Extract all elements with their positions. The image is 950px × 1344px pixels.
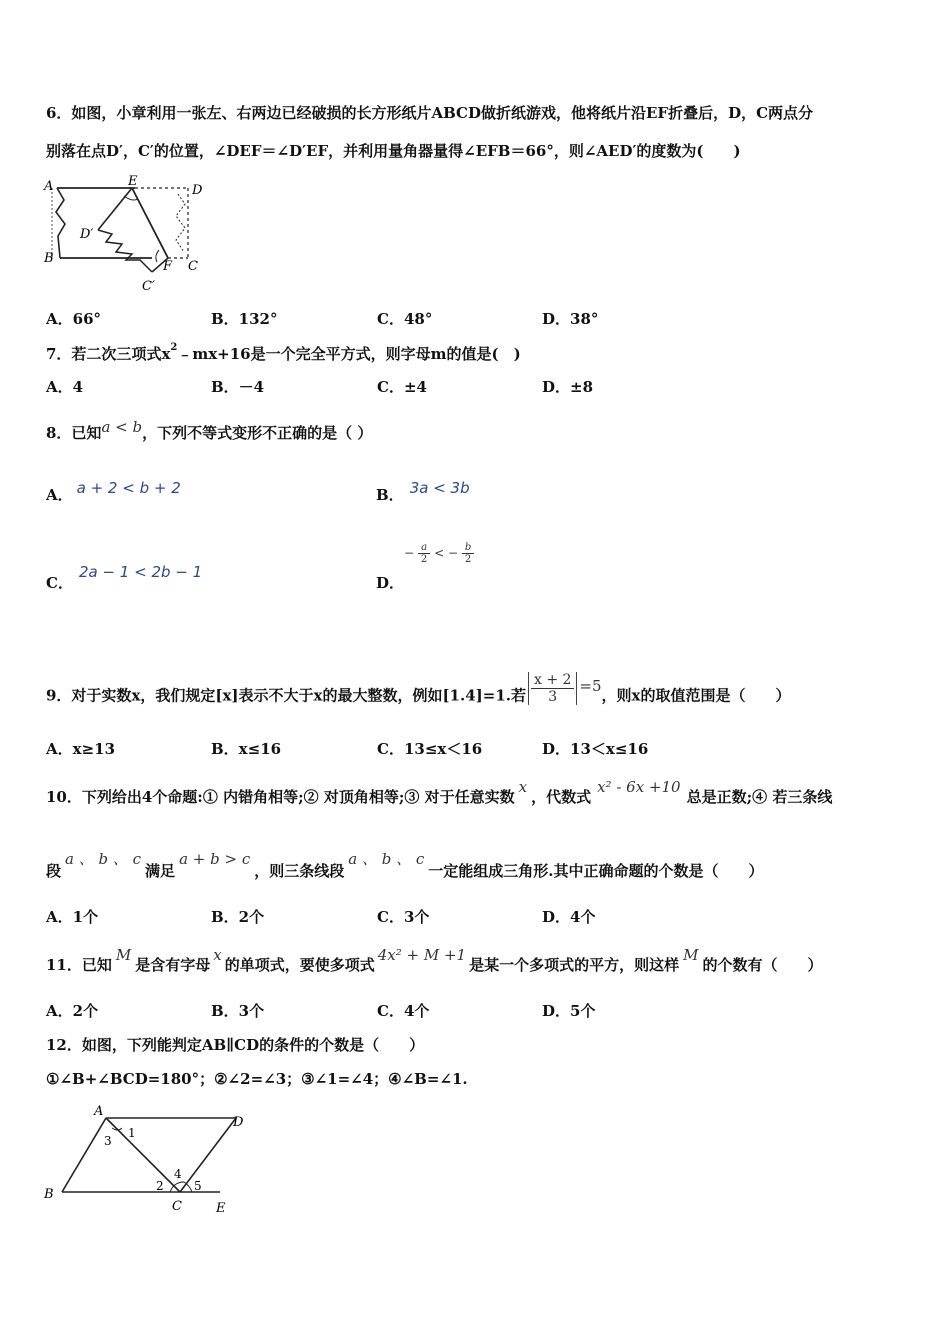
q8-option-b-label: B．: [376, 486, 404, 504]
q11-t1: 11．已知: [46, 956, 112, 974]
q11-option-b[interactable]: B．3个: [211, 1002, 265, 1020]
q6-label-D: D: [192, 183, 203, 198]
q6-label-Cprime: C′: [142, 279, 155, 294]
q9-floor-bracket: [528, 672, 577, 705]
q10-l1-expr: x² - 6x +10: [597, 778, 681, 796]
q8-option-c[interactable]: [46, 563, 203, 593]
q10-l2-b: 满足: [145, 862, 176, 880]
q8-text-post: ，下列不等式变形不正确的是（ ）: [142, 424, 373, 442]
q11-option-d[interactable]: D．5个: [542, 1002, 596, 1020]
q8-option-b-expr: 3a < 3b: [409, 479, 470, 497]
q6-label-E: E: [128, 174, 138, 189]
q12-label-4: 4: [174, 1167, 182, 1181]
q9-frac-num: x + 2: [531, 672, 574, 689]
q10-l2-a: 段: [46, 862, 62, 880]
q10-option-b[interactable]: B．2个: [211, 908, 265, 926]
q8-option-a[interactable]: [46, 479, 181, 505]
q12-label-C: C: [172, 1199, 182, 1214]
q7-text-pre: 7．若二次三项式x: [46, 345, 171, 363]
q7-option-b[interactable]: B．－4: [211, 378, 265, 396]
q10-l2-abc1: a 、 b 、 c: [65, 850, 142, 868]
q10-option-c[interactable]: C．3个: [377, 908, 430, 926]
q6-option-d[interactable]: D．38°: [542, 310, 599, 328]
q6-option-c[interactable]: C．48°: [377, 310, 433, 328]
q10-line1: [46, 778, 833, 807]
q9-text-pre: 9．对于实数x，我们规定[x]表示不大于x的最大整数，例如[1.4]=1.若: [46, 686, 526, 705]
q6-figure: [40, 172, 220, 297]
q8-option-d-expr: [404, 542, 474, 565]
q9-fraction: [531, 672, 574, 705]
q10-l1-c: 总是正数;④ 若三条线: [686, 788, 833, 806]
q12-label-D: D: [233, 1115, 244, 1130]
q12-label-3: 3: [104, 1134, 112, 1148]
q7-text-post: ﹣mx+16是一个完全平方式，则字母m的值是( ): [177, 345, 521, 363]
q7-stem: [46, 342, 521, 364]
q8-frac-a-den: 2: [420, 554, 428, 565]
q6-line2: 别落在点D′，C′的位置，∠DEF＝∠D′EF，并利用量角器量得∠EFB＝66°，则∠AED′的度数为( ): [46, 142, 741, 160]
q9-text-post: ，则x的取值范围是（ ）: [601, 686, 791, 705]
q7-sup: 2: [170, 342, 178, 353]
q8-option-d-minus: −: [404, 546, 415, 560]
q6-label-C: C: [188, 259, 198, 274]
q11-stem: [46, 946, 823, 975]
q11-poly: 4x² + M +1: [377, 946, 467, 964]
q6-label-F: F: [163, 259, 173, 274]
q6-label-B: B: [44, 251, 54, 266]
q11-t3: 的单项式，要使多项式: [224, 956, 375, 974]
q11-t4: 是某一个多项式的平方，则这样: [469, 956, 680, 974]
q9-option-d[interactable]: D．13＜x≤16: [542, 740, 649, 758]
q8-option-d-lt: < −: [434, 546, 459, 560]
q10-l2-cond: a + b > c: [179, 850, 251, 868]
q10-l2-abc2: a 、 b 、 c: [348, 850, 425, 868]
q9-stem: [46, 672, 791, 713]
q9-eq: =5: [579, 676, 602, 695]
q7-option-c[interactable]: C．±4: [377, 378, 427, 396]
q10-option-d[interactable]: D．4个: [542, 908, 596, 926]
q11-x: x: [213, 946, 222, 964]
q6-label-A: A: [44, 179, 54, 194]
q8-option-d-label: D．: [376, 574, 405, 592]
q12-figure: [40, 1102, 260, 1220]
q8-frac-a-num: a: [418, 542, 430, 554]
q8-option-d[interactable]: [376, 542, 472, 593]
q10-l2-d: 一定能组成三角形.其中正确命题的个数是（ ）: [428, 862, 764, 880]
q6-label-Dprime: D′: [80, 227, 94, 242]
q12-label-A: A: [94, 1104, 104, 1119]
q10-line2: [46, 850, 764, 881]
q12-label-2: 2: [156, 1179, 164, 1193]
q11-M2: M: [683, 946, 699, 964]
q11-t5: 的个数有（ ）: [702, 956, 823, 974]
q8-option-b[interactable]: [376, 479, 470, 505]
q12-label-B: B: [44, 1187, 54, 1202]
q8-option-d-frac-b: [462, 542, 474, 565]
q8-stem: [46, 418, 373, 443]
q8-text-pre: 8．已知: [46, 424, 102, 442]
q9-option-b[interactable]: B．x≤16: [211, 740, 282, 758]
q12-line1: 12．如图，下列能判定AB∥CD的条件的个数是（ ）: [46, 1036, 425, 1054]
q8-frac-b-num: b: [462, 542, 474, 554]
q10-l2-c: ，则三条线段: [254, 862, 345, 880]
q12-label-1: 1: [128, 1126, 136, 1140]
q12-label-E: E: [216, 1201, 226, 1216]
q11-option-c[interactable]: C．4个: [377, 1002, 430, 1020]
q9-option-c[interactable]: C．13≤x＜16: [377, 740, 483, 758]
q8-condition: a < b: [101, 418, 143, 436]
q9-option-a[interactable]: A．x≥13: [46, 740, 116, 758]
q8-option-c-label: C．: [46, 574, 73, 592]
q6-line1: 6．如图，小章利用一张左、右两边已经破损的长方形纸片ABCD做折纸游戏，他将纸片沿EF折叠后，D，C两点分: [46, 104, 814, 122]
q9-frac-den: 3: [548, 689, 558, 705]
q7-option-d[interactable]: D．±8: [542, 378, 594, 396]
q6-option-b[interactable]: B．132°: [211, 310, 278, 328]
q8-option-a-label: A．: [46, 486, 73, 504]
q8-option-c-expr: 2a − 1 < 2b − 1: [78, 563, 203, 581]
q7-option-a[interactable]: A．4: [46, 378, 84, 396]
q10-l1-a: 10．下列给出4个命题:① 内错角相等;② 对顶角相等;③ 对于任意实数: [46, 788, 515, 806]
q8-option-d-frac-a: [418, 542, 430, 565]
q11-option-a[interactable]: A．2个: [46, 1002, 99, 1020]
q11-M1: M: [115, 946, 132, 964]
q10-l1-b: ，代数式: [531, 788, 592, 806]
q8-frac-b-den: 2: [464, 554, 472, 565]
q10-option-a[interactable]: A．1个: [46, 908, 99, 926]
q12-line2: ①∠B+∠BCD=180°；②∠2=∠3；③∠1=∠4；④∠B=∠1.: [46, 1070, 468, 1088]
q12-label-5: 5: [194, 1179, 202, 1193]
q10-l1-x: x: [518, 778, 528, 796]
q8-option-a-expr: a + 2 < b + 2: [76, 479, 181, 497]
q11-t2: 是含有字母: [135, 956, 211, 974]
q6-option-a[interactable]: A．66°: [46, 310, 102, 328]
